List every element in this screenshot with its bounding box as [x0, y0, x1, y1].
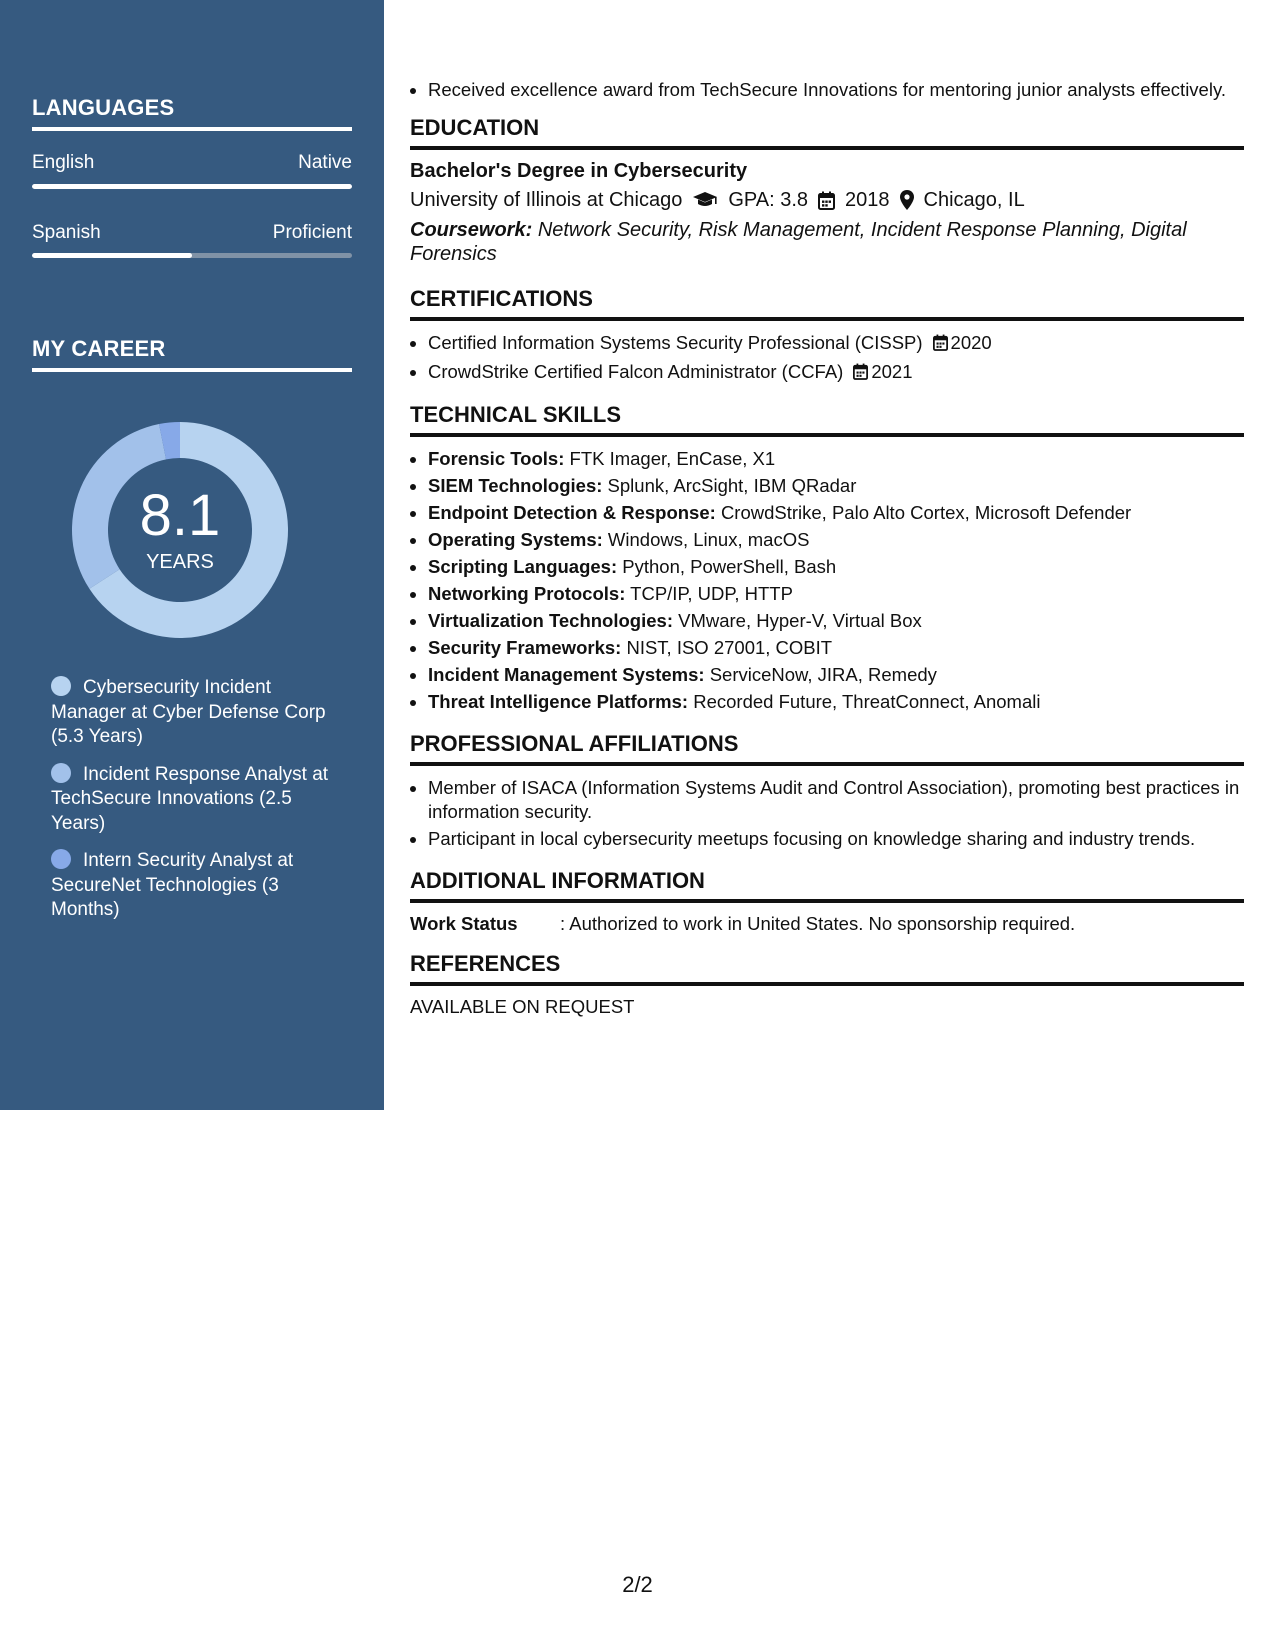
skill-item: [428, 636, 1244, 661]
skills-list: [410, 447, 1244, 715]
career-dot-icon: [51, 676, 71, 696]
language-name: Spanish: [32, 222, 101, 243]
references-text: AVAILABLE ON REQUEST: [410, 995, 635, 1017]
gpa: GPA: 3.8: [728, 188, 809, 211]
language-bar-english: [32, 184, 352, 189]
skill-value: Python, PowerShell, Bash: [622, 556, 837, 577]
skill-label: Networking Protocols:: [428, 583, 626, 604]
skill-value: TCP/IP, UDP, HTTP: [630, 583, 793, 604]
skill-item: [428, 501, 1244, 526]
skill-value: FTK Imager, EnCase, X1: [569, 448, 776, 469]
career-donut-chart: [66, 416, 294, 644]
skill-value: VMware, Hyper-V, Virtual Box: [678, 610, 922, 631]
skill-item: [428, 555, 1244, 580]
certification-year: 2021: [871, 360, 913, 382]
work-status-row: [410, 913, 1244, 935]
coursework-label: Coursework:: [410, 218, 533, 241]
coursework-list: Network Security, Risk Management, Incident Response Planning, Digital Forensics: [410, 218, 1187, 265]
certification-year: 2020: [950, 331, 992, 353]
career-total-years: 8.1: [139, 482, 221, 548]
career-item-text: Intern Security Analyst at SecureNet Technologies (3 Months): [51, 850, 294, 920]
skill-item: [428, 528, 1244, 553]
map-pin-icon: [900, 190, 914, 210]
career-item-text: Cybersecurity Incident Manager at Cyber Defense Corp (5.3 Years): [51, 677, 326, 747]
skill-label: Incident Management Systems:: [428, 664, 705, 685]
skill-label: Virtualization Technologies:: [428, 610, 673, 631]
career-item: [51, 676, 341, 750]
affiliation-item: • Member of ISACA (Information Systems Audit and Control Association), promoting best practices in information security.: [428, 776, 1244, 825]
career-list: [51, 676, 341, 936]
skill-item: [428, 690, 1244, 715]
skill-value: CrowdStrike, Palo Alto Cortex, Microsoft Defender: [720, 502, 1132, 523]
references-title: REFERENCES: [410, 951, 1244, 986]
sidebar: [0, 0, 384, 1110]
skill-value: NIST, ISO 27001, COBIT: [626, 637, 833, 658]
career-item: [51, 763, 341, 837]
affiliations-list: [410, 776, 1244, 852]
work-status-value: : Authorized to work in United States. No sponsorship required.: [560, 912, 1076, 934]
career-item: [51, 849, 341, 923]
experience-bullet: • Received excellence award from TechSecure Innovations for mentoring junior analysts effectively.: [428, 78, 1244, 103]
graduation-cap-icon: [692, 191, 718, 209]
graduation-year: 2018: [845, 188, 890, 211]
skill-label: Endpoint Detection & Response:: [428, 502, 716, 523]
degree-name: Bachelor's Degree in Cybersecurity: [410, 159, 748, 182]
school-location: Chicago, IL: [923, 188, 1025, 211]
skill-label: Scripting Languages:: [428, 556, 618, 577]
certifications-title: CERTIFICATIONS: [410, 286, 1244, 321]
career-donut-center: [66, 416, 294, 644]
certification-item: [428, 360, 1244, 387]
language-level: Proficient: [272, 222, 352, 243]
skill-value: ServiceNow, JIRA, Remedy: [709, 664, 937, 685]
calendar-icon: [818, 191, 835, 210]
skill-item: [428, 609, 1244, 634]
career-dot-icon: [51, 849, 71, 869]
skill-item: [428, 474, 1244, 499]
affiliation-item: • Participant in local cybersecurity meetups focusing on knowledge sharing and industry trends.: [428, 827, 1244, 852]
language-name: English: [32, 152, 95, 173]
affiliations-title: PROFESSIONAL AFFILIATIONS: [410, 731, 1244, 766]
work-status-label: Work Status: [410, 912, 518, 934]
school-name: University of Illinois at Chicago: [410, 188, 683, 211]
calendar-icon: [853, 362, 868, 387]
education-details: [410, 189, 1244, 212]
experience-bullets: [410, 78, 1244, 103]
skill-label: Security Frameworks:: [428, 637, 622, 658]
career-item-text: Incident Response Analyst at TechSecure Innovations (2.5 Years): [51, 763, 329, 834]
technical-skills-title: TECHNICAL SKILLS: [410, 402, 1244, 437]
language-level: Native: [298, 152, 352, 173]
skill-item: [428, 663, 1244, 688]
skill-item: [428, 447, 1244, 472]
certification-item: [428, 331, 1244, 358]
languages-title: LANGUAGES: [32, 95, 352, 131]
skill-label: Forensic Tools:: [428, 448, 565, 469]
page-number: 2/2: [622, 1572, 653, 1597]
calendar-icon: [933, 333, 948, 358]
certification-name: CrowdStrike Certified Falcon Administrator (CCFA): [428, 360, 844, 382]
main-content: [410, 78, 1244, 1018]
language-bar-fill: [32, 184, 352, 189]
career-total-unit: YEARS: [146, 550, 214, 573]
certifications-list: [410, 331, 1244, 387]
skill-value: Recorded Future, ThreatConnect, Anomali: [693, 691, 1041, 712]
language-bar-fill: [32, 253, 192, 258]
additional-info-title: ADDITIONAL INFORMATION: [410, 868, 1244, 903]
skill-label: SIEM Technologies:: [428, 475, 603, 496]
skill-label: Operating Systems:: [428, 529, 603, 550]
career-dot-icon: [51, 763, 71, 783]
career-title: MY CAREER: [32, 336, 352, 372]
skill-value: Windows, Linux, macOS: [607, 529, 810, 550]
skill-value: Splunk, ArcSight, IBM QRadar: [607, 475, 857, 496]
skill-item: [428, 582, 1244, 607]
certification-name: Certified Information Systems Security Professional (CISSP): [428, 331, 923, 353]
skill-label: Threat Intelligence Platforms:: [428, 691, 689, 712]
coursework: [410, 218, 1244, 266]
education-title: EDUCATION: [410, 115, 1244, 150]
language-bar-spanish: [32, 253, 352, 258]
